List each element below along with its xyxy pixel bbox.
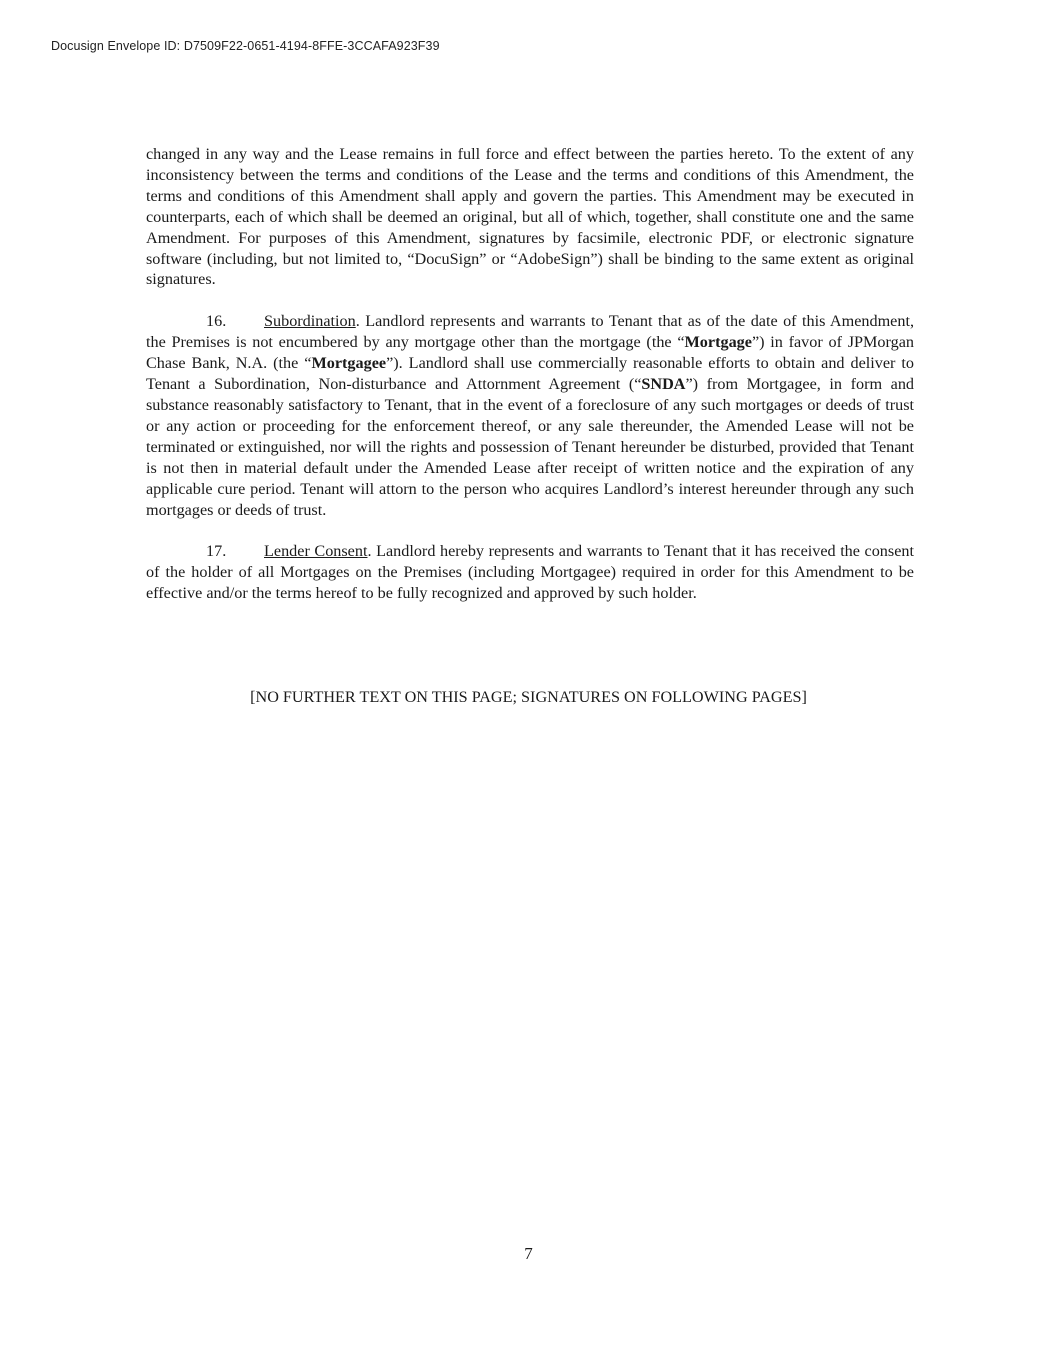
section-17-lender-consent: [146, 541, 914, 604]
section-number: 16.: [206, 312, 227, 331]
defined-term-mortgagee: Mortgagee: [311, 354, 387, 373]
page-number: 7: [524, 1244, 533, 1263]
no-further-text-notice: [NO FURTHER TEXT ON THIS PAGE; SIGNATURES ON FOLLOWING PAGES]: [250, 688, 807, 706]
section-text: ”). Landlord shall use commercially reasonable efforts to obtain and deliver to Tenant a Subordination, Non-disturbance and Attornment Agreement (“: [146, 354, 914, 394]
section-number: 17.: [206, 542, 227, 561]
defined-term-mortgage: Mortgage: [684, 333, 752, 352]
section-text: ”) from Mortgagee, in form and substance reasonably satisfactory to Tenant, that in the event of a foreclosure of any such mortgages or deeds of trust or any action or proceeding for the enforcement thereof, or any sale thereunder, the Amended Lease will not be terminated or extinguished, nor will the rights and possession of Tenant hereunder be disturbed, provided that Tenant is not then in material default under the Amended Lease after receipt of written notice and the expiration of any applicable cure period. Tenant will attorn to the person who acquires Landlord’s interest hereunder through any such mortgages or deeds of trust.: [146, 375, 915, 519]
defined-term-snda: SNDA: [641, 375, 686, 394]
section-text: . Landlord represents and warrants to Tenant that as of the date of this Amendment, the Premises is not encumbered by any mortgage other than the mortgage (the “: [146, 312, 914, 352]
section-16-subordination: [146, 311, 914, 520]
document-body: [146, 144, 914, 604]
section-heading: Lender Consent: [264, 542, 368, 561]
section-text: . Landlord hereby represents and warrants to Tenant that it has received the consent of the holder of all Mortgages on the Premises (including Mortgagee) required in order for this Amendment to be effective and/or the terms hereof to be fully recognized and approved by such holder.: [146, 542, 914, 603]
section-heading: Subordination: [264, 312, 356, 331]
envelope-id-header: Docusign Envelope ID: D7509F22-0651-4194-8FFE-3CCAFA923F39: [51, 39, 440, 53]
paragraph-continued: changed in any way and the Lease remains in full force and effect between the parties hereto. To the extent of any inconsistency between the terms and conditions of the Lease and the terms and conditions of this Amendment, the terms and conditions of this Amendment shall apply and govern the parties. This Amendment may be executed in counterparts, each of which shall be deemed an original, but all of which, together, shall constitute one and the same Amendment. For purposes of this Amendment, signatures by facsimile, electronic PDF, or electronic signature software (including, but not limited to, “DocuSign” or “AdobeSign”) shall be binding to the same extent as original signatures.: [146, 145, 914, 289]
section-text: ”) in favor of JPMorgan Chase Bank, N.A. (the “: [146, 333, 914, 373]
